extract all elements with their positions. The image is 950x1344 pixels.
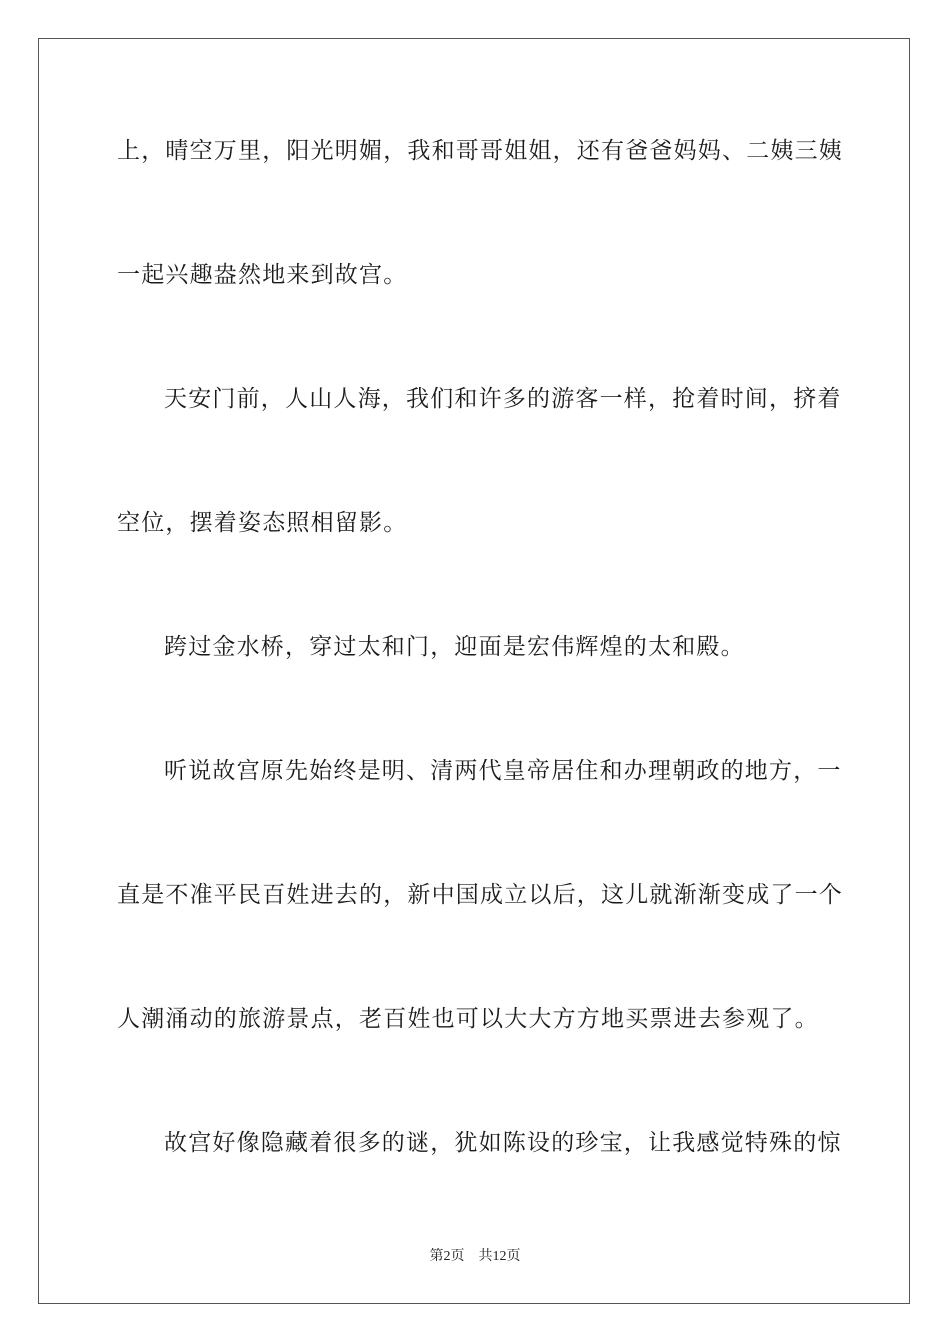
text-line: 直是不准平民百姓进去的，新中国成立以后，这儿就渐渐变成了一个 xyxy=(117,882,843,908)
text-line: 上，晴空万里，阳光明媚，我和哥哥姐姐，还有爸爸妈妈、二姨三姨 xyxy=(117,138,843,164)
page-number: 第2页 xyxy=(429,1249,465,1264)
text-line: 人潮涌动的旅游景点，老百姓也可以大大方方地买票进去参观了。 xyxy=(117,1006,819,1032)
page-border xyxy=(38,38,910,1304)
total-pages: 共12页 xyxy=(478,1249,521,1264)
paragraph-first-line: 跨过金水桥，穿过太和门，迎面是宏伟辉煌的太和殿。 xyxy=(164,634,745,660)
paragraph-first-line: 天安门前，人山人海，我们和许多的游客一样，抢着时间，挤着 xyxy=(164,386,842,412)
paragraph-first-line: 听说故宫原先始终是明、清两代皇帝居住和办理朝政的地方，一 xyxy=(164,758,842,784)
text-line: 一起兴趣盎然地来到故宫。 xyxy=(117,262,408,288)
page-footer xyxy=(0,1248,950,1266)
text-line: 空位，摆着姿态照相留影。 xyxy=(117,510,408,536)
paragraph-first-line: 故宫好像隐藏着很多的谜，犹如陈设的珍宝，让我感觉特殊的惊 xyxy=(164,1130,842,1156)
